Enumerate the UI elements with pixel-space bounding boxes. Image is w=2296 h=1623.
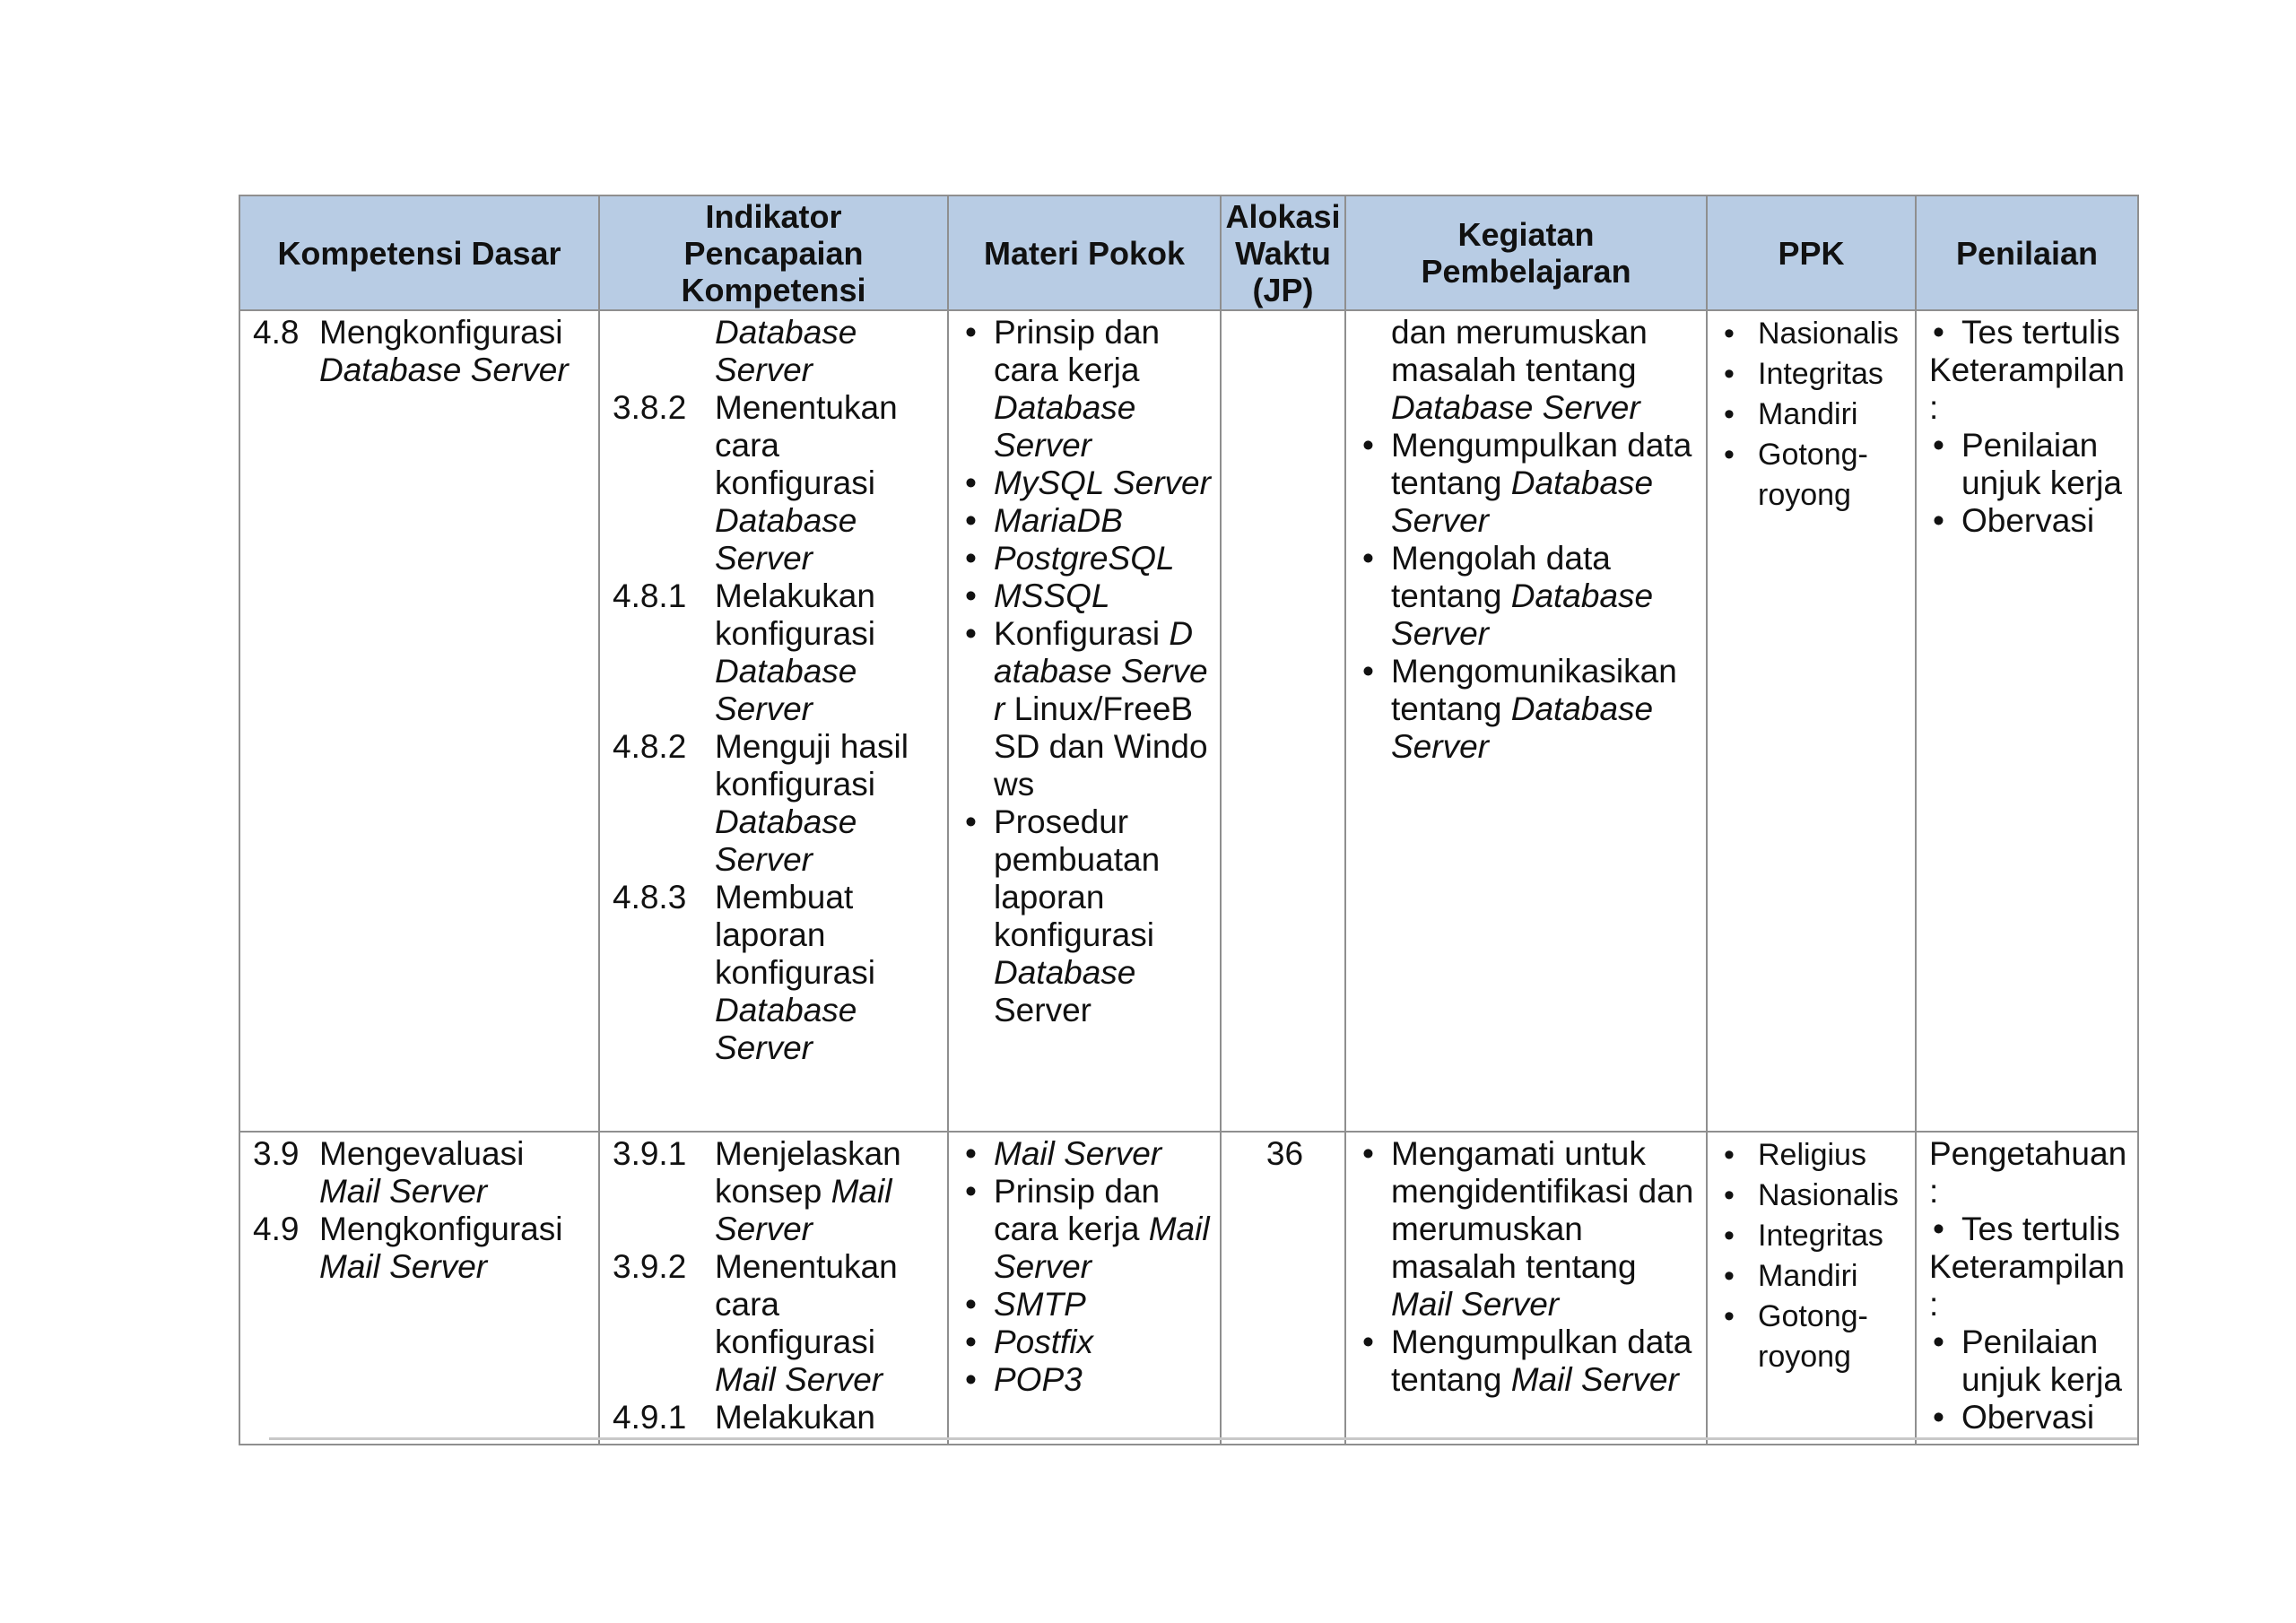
indikator-number: 4.8.2 xyxy=(613,728,687,765)
penilaian-list xyxy=(1929,427,2128,540)
kd-item xyxy=(253,1135,589,1211)
list-item xyxy=(961,464,1211,502)
materi-italic: MariaDB xyxy=(994,502,1123,539)
materi-after: Linux/FreeBSD dan Windows xyxy=(994,690,1208,803)
list-item: • Mandiri xyxy=(1720,1256,1906,1297)
list-item xyxy=(961,314,1211,464)
header-ppk: PPK xyxy=(1707,195,1916,310)
kegiatan-italic: Mail Server xyxy=(1510,1361,1679,1398)
list-item: • Gotong-royong xyxy=(1720,435,1857,516)
indikator-number: 3.9.1 xyxy=(613,1135,687,1172)
materi-cell xyxy=(948,310,1221,1132)
materi-italic: POP3 xyxy=(994,1361,1083,1398)
list-item xyxy=(1359,1135,1697,1324)
materi-italic: MSSQL xyxy=(994,577,1110,614)
materi-italic: Mail Server xyxy=(994,1135,1162,1172)
kd-item xyxy=(253,314,589,389)
indikator-item xyxy=(613,577,938,728)
kegiatan-text: Mengolah data tentang xyxy=(1391,540,1611,614)
indikator-italic: Database Server xyxy=(715,803,857,878)
kegiatan-cell xyxy=(1345,310,1707,1132)
header-indikator: Indikator Pencapaian Kompetensi xyxy=(599,195,948,310)
indikator-item xyxy=(613,389,938,577)
materi-italic: MySQL Server xyxy=(994,464,1211,501)
materi-italic: Postfix xyxy=(994,1324,1094,1360)
list-item xyxy=(961,1135,1211,1173)
list-item: • Penilaian unjuk kerja xyxy=(1929,427,2128,502)
indikator-italic: Database Server xyxy=(715,992,857,1066)
list-item xyxy=(961,1173,1211,1286)
indikator-text: Menentukan cara konfigurasi xyxy=(715,1248,898,1360)
indikator-continuation xyxy=(613,314,938,389)
kegiatan-list xyxy=(1359,1135,1697,1399)
list-item: • Integritas xyxy=(1720,1216,1906,1256)
kd-cell xyxy=(239,310,599,1132)
table-row xyxy=(239,1132,2138,1445)
indikator-number: 4.8.1 xyxy=(613,577,687,614)
indikator-italic: Database Server xyxy=(715,502,857,577)
kegiatan-text: Mengumpulkan data tentang xyxy=(1391,427,1692,501)
indikator-italic: Mail Server xyxy=(715,1361,883,1398)
materi-list xyxy=(961,1135,1211,1399)
penilaian-cell xyxy=(1916,1132,2138,1445)
indikator-item xyxy=(613,728,938,879)
list-item xyxy=(961,1286,1211,1324)
table-row xyxy=(239,310,2138,1132)
kd-italic: Database Server xyxy=(319,352,569,388)
list-item: • Mandiri xyxy=(1720,395,1906,435)
ppk-list xyxy=(1720,314,1906,516)
list-item xyxy=(961,540,1211,577)
header-kegiatan: Kegiatan Pembelajaran xyxy=(1345,195,1707,310)
list-item: • Integritas xyxy=(1720,354,1906,395)
materi-cell xyxy=(948,1132,1221,1445)
kd-text: Mengevaluasi xyxy=(319,1135,525,1172)
list-item: • Religius xyxy=(1720,1135,1906,1176)
materi-text: Prinsip dan cara kerja xyxy=(994,314,1161,388)
kd-text: Mengkonfigurasi xyxy=(319,1211,563,1247)
indikator-italic: Database Server xyxy=(715,653,857,727)
list-item xyxy=(1359,540,1697,653)
alokasi-cell xyxy=(1221,310,1345,1132)
indikator-item xyxy=(613,1135,938,1248)
penilaian-list xyxy=(1929,314,2128,352)
materi-italic: Mail Server xyxy=(994,1211,1210,1285)
indikator-text: Menentukan cara konfigurasi xyxy=(715,389,898,501)
kegiatan-text: Mengamati untuk mengidentifikasi dan merumuskan masalah tentang xyxy=(1391,1135,1694,1285)
indikator-number: 3.8.2 xyxy=(613,389,687,426)
kegiatan-text: dan merumuskan masalah tentang xyxy=(1391,314,1648,388)
kegiatan-text: Mengomunikasikan tentang xyxy=(1391,653,1677,727)
kd-item xyxy=(253,1211,589,1286)
kegiatan-italic: Database Server xyxy=(1391,389,1640,426)
list-item xyxy=(961,577,1211,615)
list-item: • Tes tertulis xyxy=(1929,1211,2128,1248)
materi-italic: Database Server xyxy=(994,615,1208,727)
kd-cell xyxy=(239,1132,599,1445)
list-item xyxy=(961,615,1211,803)
table-bottom-rule xyxy=(269,1437,2137,1440)
indikator-text: Menguji hasil konfigurasi xyxy=(715,728,909,803)
kegiatan-italic: Mail Server xyxy=(1391,1286,1560,1323)
penilaian-list xyxy=(1929,1211,2128,1248)
materi-italic: SMTP xyxy=(994,1286,1086,1323)
header-row xyxy=(239,195,2138,310)
kegiatan-continuation xyxy=(1359,314,1697,427)
kegiatan-italic: Database Server xyxy=(1391,464,1654,539)
kd-italic: Mail Server xyxy=(319,1248,488,1285)
list-item: • Obervasi xyxy=(1929,502,2128,540)
list-item xyxy=(961,1324,1211,1361)
materi-text: Prinsip dan cara kerja xyxy=(994,1173,1161,1247)
kegiatan-text: Mengumpulkan data tentang xyxy=(1391,1324,1692,1398)
indikator-italic: Mail Server xyxy=(715,1173,892,1247)
penilaian-label: Keterampilan : xyxy=(1929,352,2126,426)
kegiatan-italic: Database Server xyxy=(1391,690,1654,765)
kd-number: 4.8 xyxy=(253,314,300,351)
list-item: • Gotong-royong xyxy=(1720,1297,1857,1377)
indikator-item xyxy=(613,879,938,1067)
list-item: • Obervasi xyxy=(1929,1399,2128,1436)
ppk-cell xyxy=(1707,1132,1916,1445)
penilaian-label: Keterampilan : xyxy=(1929,1248,2126,1323)
indikator-text: Membuat laporan konfigurasi xyxy=(715,879,875,991)
materi-list xyxy=(961,314,1211,1029)
indikator-cell xyxy=(599,1132,948,1445)
header-alokasi-waktu: Alokasi Waktu (JP) xyxy=(1221,195,1345,310)
kegiatan-cell xyxy=(1345,1132,1707,1445)
indikator-number: 4.9.1 xyxy=(613,1399,687,1436)
indikator-text: Melakukan xyxy=(715,1399,875,1436)
materi-italic: PostgreSQL xyxy=(994,540,1175,577)
list-item xyxy=(1359,653,1697,766)
alokasi-cell: 36 xyxy=(1221,1132,1345,1445)
indikator-item xyxy=(613,1399,938,1436)
kd-number: 3.9 xyxy=(253,1135,300,1172)
penilaian-cell xyxy=(1916,310,2138,1132)
list-item: • Penilaian unjuk kerja xyxy=(1929,1324,2128,1399)
penilaian-list xyxy=(1929,1324,2128,1436)
ppk-cell xyxy=(1707,310,1916,1132)
indikator-text: Melakukan konfigurasi xyxy=(715,577,875,652)
list-item xyxy=(961,502,1211,540)
penilaian-label: Pengetahuan : xyxy=(1929,1135,2127,1210)
materi-text: Konfigurasi xyxy=(994,615,1161,652)
kegiatan-list xyxy=(1359,427,1697,766)
indikator-cell xyxy=(599,310,948,1132)
list-item: • Nasionalis xyxy=(1720,1176,1906,1216)
list-item: • Nasionalis xyxy=(1720,314,1906,354)
header-materi-pokok: Materi Pokok xyxy=(948,195,1221,310)
list-item xyxy=(961,1361,1211,1399)
indikator-number: 4.8.3 xyxy=(613,879,687,916)
indikator-cont-text: Database Server xyxy=(715,314,857,388)
kd-text: Mengkonfigurasi xyxy=(319,314,563,351)
kegiatan-italic: Database Server xyxy=(1391,577,1654,652)
indikator-item xyxy=(613,1248,938,1399)
materi-italic: Database Server xyxy=(994,389,1136,464)
ppk-list xyxy=(1720,1135,1906,1377)
materi-italic: Database xyxy=(994,954,1136,991)
materi-after: Server xyxy=(994,992,1091,1028)
materi-text: Prosedur pembuatan laporan konfigurasi xyxy=(994,803,1161,953)
list-item xyxy=(1359,1324,1697,1399)
list-item: • Tes tertulis xyxy=(1929,314,2128,352)
indikator-number: 3.9.2 xyxy=(613,1248,687,1285)
list-item xyxy=(1359,427,1697,540)
header-penilaian: Penilaian xyxy=(1916,195,2138,310)
list-item xyxy=(961,803,1211,1029)
kd-number: 4.9 xyxy=(253,1211,300,1247)
syllabus-table xyxy=(239,195,2139,1445)
kd-italic: Mail Server xyxy=(319,1173,488,1210)
indikator-text: Menjelaskan konsep xyxy=(715,1135,901,1210)
header-kompetensi-dasar: Kompetensi Dasar xyxy=(239,195,599,310)
